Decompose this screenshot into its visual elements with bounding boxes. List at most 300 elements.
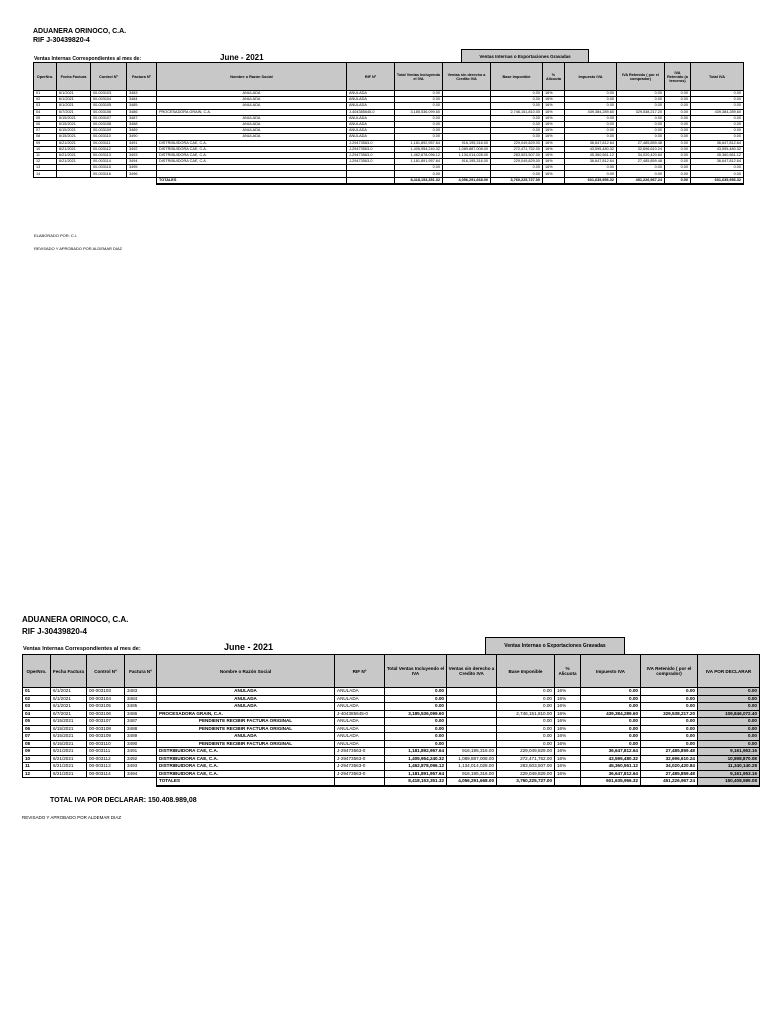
table-cell: 0.00 (497, 695, 555, 703)
table-cell: 0.00 (581, 733, 641, 741)
table-cell: 0.00 (497, 688, 555, 696)
table-cell: 16% (543, 140, 565, 146)
table-cell: 6/15/2021 (57, 121, 91, 127)
table-cell: 16% (543, 134, 565, 140)
table-cell: 0.00 (641, 725, 698, 733)
table-cell: ANULADA (347, 97, 395, 103)
table-cell: 34,020,420.84 (617, 152, 665, 158)
period-label: Ventas Internas Correspondientes al mes de: (23, 646, 141, 652)
table-cell: 0.00 (665, 103, 691, 109)
table-cell: 3486 (127, 109, 157, 115)
table-cell (447, 718, 497, 726)
table-cell: 3491 (125, 748, 157, 756)
table-cell: 0.00 (691, 115, 744, 121)
table-cell: 11 (34, 152, 57, 158)
table-cell: 0.00 (641, 703, 698, 711)
table-cell: ANULADA (347, 128, 395, 134)
taxed-sales-header: Ventas Internas o Exportaciones Gravadas (461, 49, 589, 63)
table-cell: 06 (23, 725, 51, 733)
table-cell: J-29473563-0 (347, 159, 395, 165)
table-cell: 16% (543, 165, 565, 171)
column-header: % Alicuota (543, 63, 565, 91)
table-cell: 1,462,878,096.12 (395, 152, 443, 158)
table-cell: 00-003104 (87, 695, 125, 703)
table-cell: 00-003113 (91, 152, 127, 158)
table-cell: 6/7/2021 (57, 109, 91, 115)
table-cell: 0.00 (581, 688, 641, 696)
revisado-por: REVISADO Y APROBADO POR ALDEMAR DIAZ (34, 246, 123, 251)
table-cell: 05 (34, 115, 57, 121)
table-cell: 00-003112 (87, 755, 125, 763)
table-cell: 02 (34, 97, 57, 103)
table-cell: 0.00 (617, 115, 665, 121)
table-cell: 6/21/2021 (57, 146, 91, 152)
table-cell: 00-003105 (91, 103, 127, 109)
column-header: Total IVA (691, 63, 744, 91)
table-cell: 0.00 (385, 695, 447, 703)
elaborado-por: ELABORADO POR: C.I. (34, 233, 78, 238)
table-cell: 0.00 (385, 688, 447, 696)
column-header: Total Ventas Incluyendo el IVA (385, 655, 447, 688)
table-cell: PENDIENTE RECIBIR FACTURA ORIGINAL (157, 725, 335, 733)
table-cell: 439,384,289.60 (565, 109, 617, 115)
table-cell: 3484 (125, 695, 157, 703)
table-cell: 3492 (125, 755, 157, 763)
table-cell: J-29473563-0 (347, 146, 395, 152)
table-cell: 00-003111 (87, 748, 125, 756)
table-cell: 0.00 (497, 725, 555, 733)
table-cell: 07 (23, 733, 51, 741)
table-cell: 45,360,561.12 (565, 152, 617, 158)
table-cell: 0.00 (385, 740, 447, 748)
table-cell: 229,049,829.00 (497, 748, 555, 756)
table-cell: 6/1/2021 (51, 703, 87, 711)
table-cell: 10 (23, 755, 51, 763)
table-cell: 0.00 (665, 146, 691, 152)
table-cell: 0.00 (565, 171, 617, 177)
table-cell: 0.00 (617, 171, 665, 177)
table-cell: ANULADA (335, 733, 385, 741)
table-cell: J-29473563-0 (335, 755, 385, 763)
table-cell: 0.00 (698, 725, 760, 733)
table-cell: 0.00 (617, 128, 665, 134)
table-cell: 45,360,561.12 (581, 763, 641, 771)
table-cell: 0.00 (491, 165, 543, 171)
table-cell: 16% (555, 718, 581, 726)
table-cell: 0.00 (581, 718, 641, 726)
column-header: RIF Nº (347, 63, 395, 91)
table-cell: 6/21/2021 (57, 159, 91, 165)
table-cell: 36,647,812.64 (581, 748, 641, 756)
table-cell: 27,485,859.48 (641, 770, 698, 778)
table-row (23, 718, 760, 726)
table-cell: 0.00 (497, 703, 555, 711)
revisado-por: REVISADO Y APROBADO POR ALDEMAR DIAZ (22, 815, 122, 820)
table-cell: DISTRIBUIDORA CAE, C.A. (157, 770, 335, 778)
table-cell: DISTRIBUIDORA CAE, C.A. (157, 755, 335, 763)
table-cell: 3485 (127, 103, 157, 109)
column-header: % Alicuota (555, 655, 581, 688)
table-cell: 08 (34, 134, 57, 140)
total-value: 150,408,989.08 (698, 778, 760, 786)
table-cell: 11,340,140.28 (698, 763, 760, 771)
table-cell: J-404385645-0 (347, 109, 395, 115)
table-cell: 6/15/2021 (51, 733, 87, 741)
table-cell: 45,360,561.12 (691, 152, 744, 158)
table-row (23, 770, 760, 778)
table-cell: 109,846,072.40 (698, 710, 760, 718)
table-cell: 0.00 (385, 733, 447, 741)
table-cell: 0.00 (691, 165, 744, 171)
total-value: 8,418,153,351.32 (395, 177, 443, 184)
total-value: 601,635,956.32 (581, 778, 641, 786)
table-cell: 916,195,316.00 (447, 770, 497, 778)
table-cell: ANULADA (157, 688, 335, 696)
totals-label: TOTALES (157, 778, 335, 786)
column-header: Fecha Factura (51, 655, 87, 688)
table-cell: 0.00 (395, 134, 443, 140)
sales-ledger-table-1 (33, 62, 744, 185)
table-cell: 09 (34, 140, 57, 146)
table-cell: 1,462,878,096.12 (385, 763, 447, 771)
column-header: IVA Retenido ( por el comprador) (641, 655, 698, 688)
table-cell: 6/21/2021 (57, 152, 91, 158)
sales-ledger-table-2 (22, 654, 760, 787)
table-cell: 03 (23, 703, 51, 711)
table-cell (447, 740, 497, 748)
table-cell: 6/1/2021 (57, 97, 91, 103)
table-cell: 00-003103 (91, 91, 127, 97)
table-cell: 36,647,812.64 (565, 159, 617, 165)
table-cell: ANULADA (335, 688, 385, 696)
table-row (23, 733, 760, 741)
table-cell: 16% (543, 109, 565, 115)
table-cell: 3489 (125, 733, 157, 741)
table-cell: DISTRIBUIDORA CAE, C.A. (157, 146, 347, 152)
table-cell: 0.00 (641, 733, 698, 741)
table-cell: 00-003111 (91, 140, 127, 146)
table-cell: 0.00 (665, 134, 691, 140)
table-cell: 6/15/2021 (57, 128, 91, 134)
taxed-sales-header: Ventas Internas o Exportaciones Gravadas (485, 637, 625, 655)
table-cell: 1,181,892,957.64 (395, 140, 443, 146)
table-cell: 6/1/2021 (57, 103, 91, 109)
table-cell: 3488 (125, 725, 157, 733)
table-cell: 0.00 (665, 109, 691, 115)
table-cell: 3490 (125, 740, 157, 748)
table-cell: 1,405,954,240.32 (385, 755, 447, 763)
table-cell: 0.00 (691, 97, 744, 103)
period-month: June - 2021 (224, 642, 274, 652)
total-value: 451,226,967.24 (641, 778, 698, 786)
table-cell: 0.00 (385, 718, 447, 726)
table-cell: 0.00 (617, 97, 665, 103)
table-cell: 0.00 (395, 115, 443, 121)
table-cell: 272,471,752.00 (491, 146, 543, 152)
table-cell: 6/1/2021 (57, 91, 91, 97)
table-cell: 43,595,480.32 (581, 755, 641, 763)
table-cell: 3490 (127, 134, 157, 140)
table-cell: 27,485,859.48 (617, 140, 665, 146)
table-cell: ANULADA (157, 115, 347, 121)
table-cell: 6/21/2021 (51, 755, 87, 763)
column-header: Impuesto IVA (581, 655, 641, 688)
table-cell: 0.00 (497, 718, 555, 726)
table-cell: 16% (543, 159, 565, 165)
table-row (23, 703, 760, 711)
table-cell: 0.00 (665, 140, 691, 146)
table-cell: 0.00 (497, 740, 555, 748)
table-cell: 0.00 (565, 91, 617, 97)
table-cell: 16% (555, 725, 581, 733)
report-1 (33, 27, 126, 45)
total-value (543, 177, 565, 184)
table-cell: 34,020,420.84 (641, 763, 698, 771)
table-cell: 00-003114 (87, 770, 125, 778)
table-cell: J-29473563-0 (335, 770, 385, 778)
table-cell: ANULADA (157, 733, 335, 741)
table-cell: 0.00 (395, 91, 443, 97)
table-cell: ANULADA (347, 121, 395, 127)
table-cell: 3484 (127, 97, 157, 103)
table-cell: 0.00 (617, 103, 665, 109)
table-cell: 12 (23, 770, 51, 778)
table-cell: 3487 (125, 718, 157, 726)
table-row (23, 755, 760, 763)
table-cell: 00-003108 (87, 725, 125, 733)
table-cell: ANULADA (335, 740, 385, 748)
total-value: 8,418,153,351.32 (385, 778, 447, 786)
table-cell: 00-003110 (87, 740, 125, 748)
table-cell (447, 688, 497, 696)
table-cell: 0.00 (665, 171, 691, 177)
table-cell: 27,485,859.48 (617, 159, 665, 165)
totals-label: TOTALES (157, 177, 347, 184)
table-cell: 6/1/2021 (51, 688, 87, 696)
table-cell: 00-003104 (91, 97, 127, 103)
table-cell: J-29473563-0 (335, 763, 385, 771)
table-cell: J-29473563-0 (347, 152, 395, 158)
table-cell: 0.00 (395, 165, 443, 171)
table-cell: 0.00 (395, 121, 443, 127)
table-cell: PENDIENTE RECIBIR FACTURA ORIGINAL (157, 740, 335, 748)
table-cell: 0.00 (395, 103, 443, 109)
table-cell: 04 (23, 710, 51, 718)
table-cell: 11 (23, 763, 51, 771)
table-cell: 00-003106 (91, 109, 127, 115)
table-cell: 1,181,892,957.64 (385, 748, 447, 756)
table-cell: 2,746,151,810.00 (491, 109, 543, 115)
table-cell: ANULADA (335, 695, 385, 703)
column-header: Factura Nº (125, 655, 157, 688)
table-cell: 0.00 (491, 97, 543, 103)
table-cell: 00-003106 (87, 710, 125, 718)
table-cell: 00-003108 (91, 121, 127, 127)
totals-row (23, 778, 760, 786)
table-cell: PENDIENTE RECIBIR FACTURA ORIGINAL (157, 718, 335, 726)
table-cell: 916,195,316.00 (443, 140, 491, 146)
table-cell: 6/15/2021 (51, 718, 87, 726)
table-cell: 439,384,289.60 (581, 710, 641, 718)
column-header: OperNro. (34, 63, 57, 91)
table-cell: 1,134,014,028.00 (443, 152, 491, 158)
table-cell: 6/21/2021 (51, 763, 87, 771)
table-cell: 43,595,480.32 (565, 146, 617, 152)
table-cell: 0.00 (641, 740, 698, 748)
table-cell: 00-003109 (87, 733, 125, 741)
table-cell: 16% (543, 103, 565, 109)
table-cell: ANULADA (347, 91, 395, 97)
table-cell: 6/15/2021 (57, 115, 91, 121)
table-cell: 00-003114 (91, 159, 127, 165)
table-cell: 3483 (125, 688, 157, 696)
table-cell (447, 710, 497, 718)
table-cell: ANULADA (335, 703, 385, 711)
table-cell: 0.00 (698, 733, 760, 741)
table-cell: 0.00 (581, 703, 641, 711)
table-cell: 439,384,289.60 (691, 109, 744, 115)
table-cell: 00-003113 (87, 763, 125, 771)
table-cell (447, 733, 497, 741)
table-cell: 0.00 (665, 97, 691, 103)
table-row (23, 740, 760, 748)
table-cell: 00-003107 (91, 115, 127, 121)
total-iva-por-declarar: TOTAL IVA POR DECLARAR: 150.408.989,08 (50, 797, 197, 804)
table-cell: 0.00 (565, 134, 617, 140)
table-cell: 0.00 (491, 171, 543, 177)
table-cell: 3,185,536,099.60 (395, 109, 443, 115)
table-cell: 06 (34, 121, 57, 127)
table-cell: 229,049,829.00 (497, 770, 555, 778)
table-cell: 6/15/2021 (57, 134, 91, 140)
table-cell: 0.00 (691, 134, 744, 140)
table-cell: 00-003112 (91, 146, 127, 152)
table-cell: 3495 (127, 165, 157, 171)
total-value: 4,056,291,668.00 (447, 778, 497, 786)
company-name: ADUANERA ORINOCO, C.A. (22, 615, 129, 624)
table-cell: 3,185,536,099.60 (385, 710, 447, 718)
table-cell: 916,195,316.00 (443, 159, 491, 165)
table-cell: 272,471,752.00 (497, 755, 555, 763)
table-cell: 01 (23, 688, 51, 696)
table-row (23, 763, 760, 771)
table-cell: 1,181,891,957.64 (385, 770, 447, 778)
table-cell: 16% (543, 97, 565, 103)
table-cell: 36,647,812.64 (691, 140, 744, 146)
table-cell: 16% (555, 748, 581, 756)
column-header: Total Ventas Incluyendo el IVA (395, 63, 443, 91)
period-month: June - 2021 (220, 53, 264, 62)
total-value (555, 778, 581, 786)
column-header: RIF Nº (335, 655, 385, 688)
table-cell: 0.00 (665, 128, 691, 134)
table-cell: 12 (34, 159, 57, 165)
table-cell: 16% (555, 740, 581, 748)
table-cell: 0.00 (698, 718, 760, 726)
table-cell: 329,538,217.20 (617, 109, 665, 115)
table-cell: 0.00 (491, 134, 543, 140)
table-cell: 0.00 (565, 165, 617, 171)
table-cell: 3489 (127, 128, 157, 134)
table-cell: 0.00 (565, 121, 617, 127)
table-cell: 0.00 (691, 91, 744, 97)
table-cell: 16% (543, 171, 565, 177)
table-cell: 0.00 (698, 740, 760, 748)
table-cell: 14 (34, 171, 57, 177)
table-cell: 10,898,870.08 (698, 755, 760, 763)
column-header: OperNro. (23, 655, 51, 688)
table-cell (447, 703, 497, 711)
table-cell: 09 (23, 748, 51, 756)
column-header: Impuesto IVA (565, 63, 617, 91)
company-rif: RIF J-30439820-4 (33, 37, 90, 44)
table-cell: 1,134,014,028.00 (447, 763, 497, 771)
table-cell: 16% (543, 128, 565, 134)
totals-row (34, 177, 744, 184)
table-cell: 9,161,953.16 (698, 770, 760, 778)
table-cell: 3494 (127, 159, 157, 165)
company-rif: RIF J-30439820-4 (22, 627, 87, 636)
table-cell: 08 (23, 740, 51, 748)
table-cell: 6/15/2021 (51, 740, 87, 748)
table-cell: 16% (543, 146, 565, 152)
table-cell: 43,595,480.32 (691, 146, 744, 152)
table-cell: 0.00 (491, 115, 543, 121)
table-cell: ANULADA (347, 115, 395, 121)
table-cell: J-404385645-0 (335, 710, 385, 718)
table-cell: ANULADA (157, 703, 335, 711)
table-cell: 3491 (127, 140, 157, 146)
table-cell: 13 (34, 165, 57, 171)
total-value: 4,056,291,668.00 (443, 177, 491, 184)
table-cell: 10 (34, 146, 57, 152)
table-cell: 0.00 (491, 103, 543, 109)
table-cell: 16% (555, 710, 581, 718)
table-row (23, 695, 760, 703)
table-cell: 0.00 (665, 121, 691, 127)
column-header: Base Imponible (497, 655, 555, 688)
table-cell: 0.00 (395, 171, 443, 177)
table-cell: ANULADA (157, 103, 347, 109)
report-2 (22, 614, 128, 638)
table-cell: 6/21/2021 (51, 770, 87, 778)
table-cell: ANULADA (157, 695, 335, 703)
table-cell: ANULADA (347, 103, 395, 109)
table-cell: 0.00 (565, 115, 617, 121)
table-cell: 0.00 (617, 134, 665, 140)
table-cell: 0.00 (665, 159, 691, 165)
table-cell: 1,089,887,008.00 (447, 755, 497, 763)
table-cell: 00-003109 (91, 128, 127, 134)
table-cell: 2,746,151,810.00 (497, 710, 555, 718)
table-cell: 0.00 (581, 695, 641, 703)
table-cell: 05 (23, 718, 51, 726)
column-header: Control Nº (91, 63, 127, 91)
table-cell: DISTRIBUIDORA CAE, C.A. (157, 140, 347, 146)
table-cell: 16% (555, 733, 581, 741)
table-cell: 0.00 (641, 695, 698, 703)
table-cell: 3488 (127, 121, 157, 127)
table-cell: 0.00 (665, 165, 691, 171)
table-cell: 3493 (127, 152, 157, 158)
table-cell: 07 (34, 128, 57, 134)
table-cell: ANULADA (157, 134, 347, 140)
table-cell: 1,181,891,957.64 (395, 159, 443, 165)
table-cell: 0.00 (395, 97, 443, 103)
table-cell: 0.00 (385, 703, 447, 711)
table-cell: 6/1/2021 (51, 695, 87, 703)
company-name: ADUANERA ORINOCO, C.A. (33, 28, 127, 35)
